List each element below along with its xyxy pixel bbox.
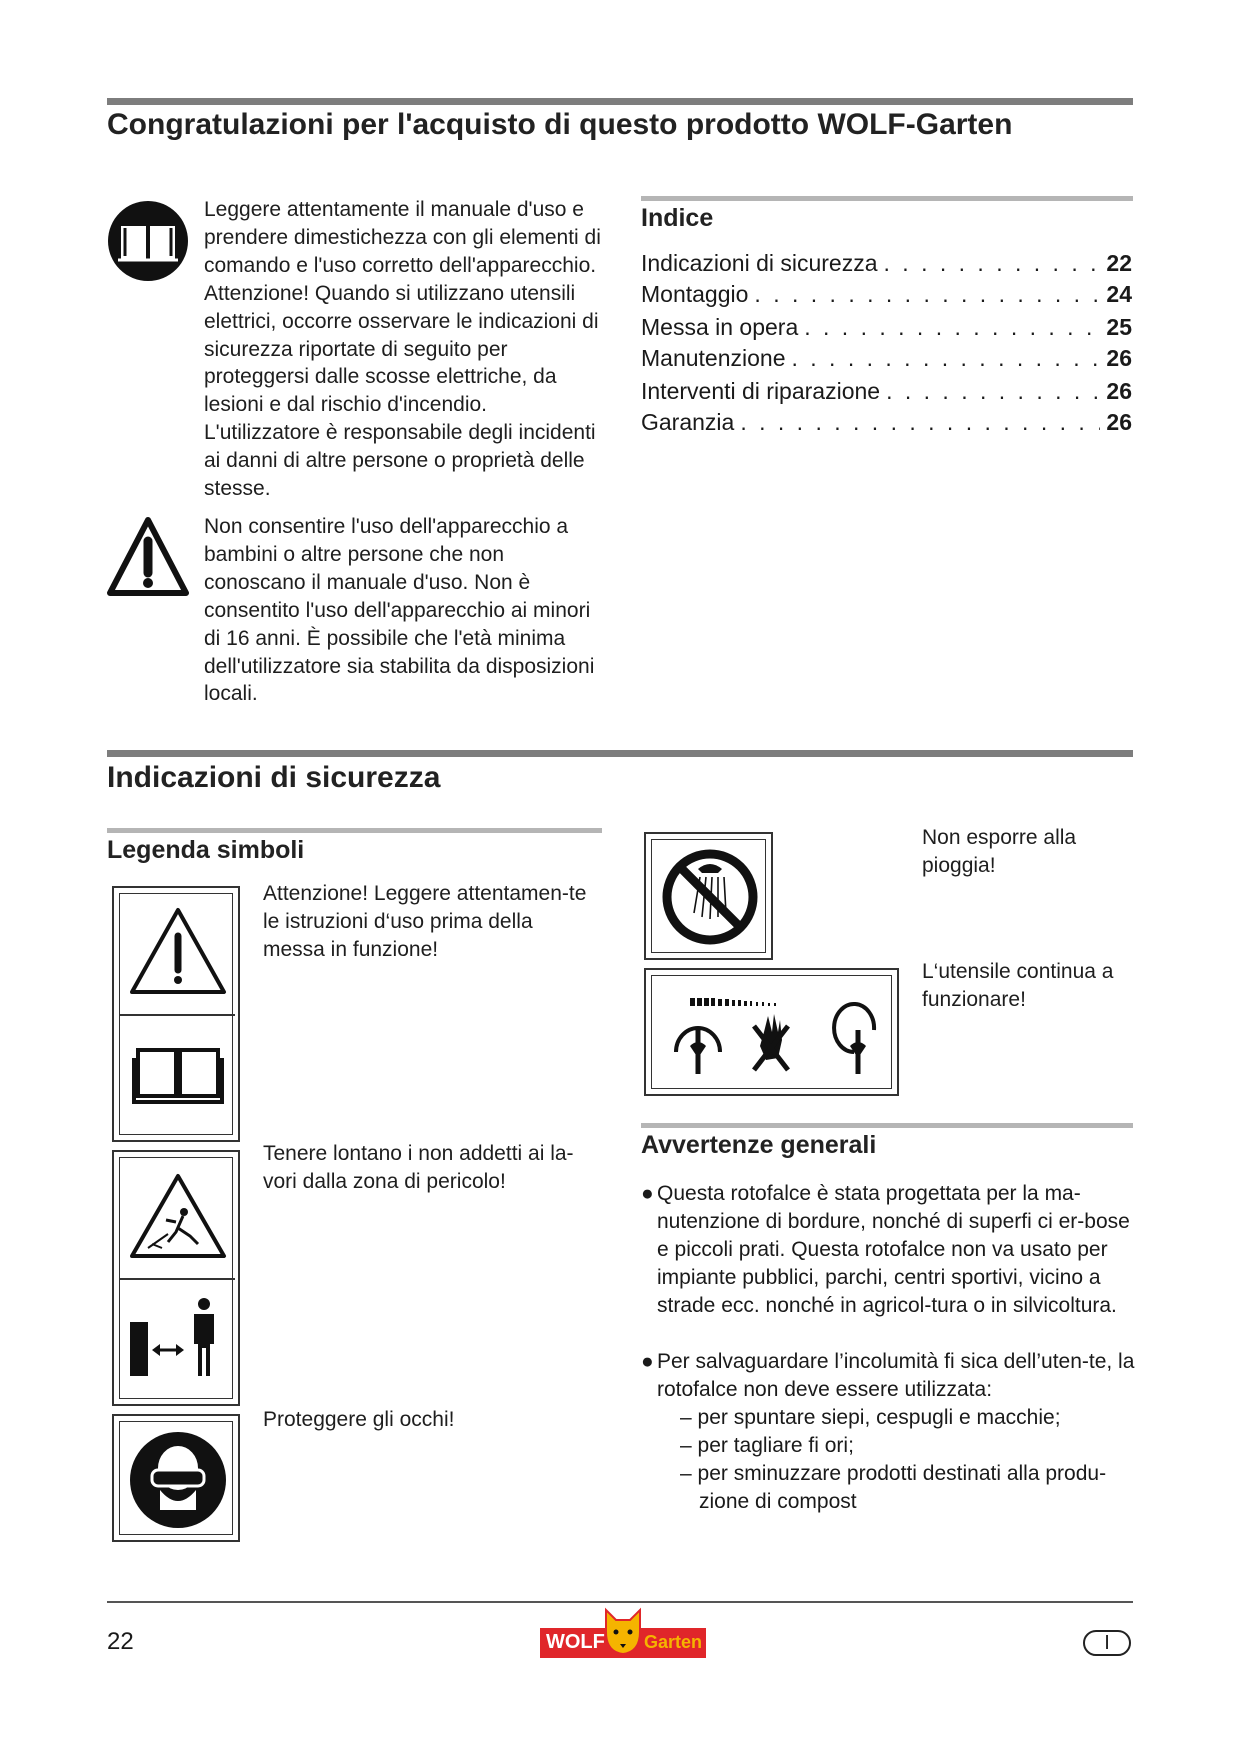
brand-right-text: Garten <box>644 1632 703 1652</box>
general-bullet: ● Questa rotofalce è stata progettata per la ma-nutenzione di bordure, nonché di superfi ci er-bose e piccoli prati. Questa rotofalce non va usato per impiante pubblici, parchi, centri sportivi, vicino a strade ecc. nonché in agricol-tura o in silvicoltura. <box>641 1182 1130 1317</box>
symbol-text-eye-protection: Proteggere gli occhi! <box>263 1408 455 1431</box>
symbol-eye-protection <box>112 1414 240 1542</box>
rotating-tool-icon <box>668 990 882 1087</box>
general-bullet: ● Per salvaguardare l’incolumità fi sica dell’uten-te, la rotofalce non deve essere utilizzata: <box>641 1350 1135 1401</box>
toc-title: Indice <box>641 204 714 232</box>
general-title: Avvertenze generali <box>641 1131 877 1159</box>
toc-item[interactable]: Indicazioni di sicurezza . . . 22 <box>641 250 1132 282</box>
footer-rule <box>107 1601 1133 1603</box>
intro-manual-text: Leggere attentamente il manuale d'uso e prendere dimestichezza con gli elementi di comando e l'uso corretto dell'apparecchio. Attenzione! Quando si utilizzano utensili elettrici, occorre osservare le indicazioni di sicurezza riportate di seguito per proteggersi dalle scosse elettriche, da lesioni e dal rischio d'incendio. L'utilizzatore è responsabile degli incidenti ai danni di altre persone o proprietà delle stesse. <box>204 198 601 501</box>
toc-item[interactable]: Manutenzione . . . 26 <box>641 345 1132 377</box>
toc-item[interactable]: Interventi di riparazione . . . 26 <box>641 378 1132 410</box>
header-rule <box>107 98 1133 105</box>
distance-person-icon <box>128 1294 228 1389</box>
legend-rule <box>107 828 602 833</box>
toc-rule <box>641 196 1133 201</box>
symbol-tool-running <box>644 968 899 1096</box>
toc-item[interactable]: Garanzia . . . 26 <box>641 409 1132 441</box>
symbol-read-manual <box>112 886 240 1142</box>
toc-item[interactable]: Messa in opera . . . 25 <box>641 314 1132 346</box>
intro-warning-text: Non consentire l'uso dell'apparecchio a bambini o altre persone che non conoscano il manuale d'uso. Non è consentito l'uso dell'apparecchio ai minori di 16 anni. È possibile che l'età minima dell'utilizzatore sia stabilita da disposizioni locali. <box>204 515 595 706</box>
fox-logo-icon <box>602 1606 644 1661</box>
symbol-keep-distance <box>112 1150 240 1406</box>
symbol-text-no-rain: Non esporre alla pioggia! <box>922 826 1077 877</box>
safety-title: Indicazioni di sicurezza <box>107 761 441 794</box>
symbol-no-rain <box>644 832 773 960</box>
page-number: 22 <box>107 1628 134 1655</box>
open-book-icon <box>130 1038 226 1115</box>
safety-rule <box>107 750 1133 757</box>
no-rain-icon <box>660 847 760 952</box>
brand-logo[interactable] <box>540 1606 706 1658</box>
brand-left-text: WOLF <box>546 1631 605 1653</box>
symbol-text-read-manual: Attenzione! Leggere attentamen-te le istruzioni d‘uso prima della messa in funzione! <box>263 882 587 961</box>
general-sub-item: – per sminuzzare prodotti destinati alla produ-zione di compost <box>680 1462 1107 1513</box>
warning-icon <box>106 515 190 599</box>
thrown-objects-icon <box>128 1172 228 1267</box>
general-sub-item: – per spuntare siepi, cespugli e macchie; <box>680 1406 1061 1429</box>
symbol-text-tool-running: L‘utensile continua a funzionare! <box>922 960 1114 1011</box>
symbol-text-keep-distance: Tenere lontano i non addetti ai la-vori dalla zona di pericolo! <box>263 1142 574 1193</box>
page-title: Congratulazioni per l'acquisto di questo prodotto WOLF-Garten <box>107 108 1013 141</box>
toc-item[interactable]: Montaggio . . . 24 <box>641 281 1132 313</box>
safety-goggles-icon <box>128 1430 228 1535</box>
general-rule <box>641 1123 1133 1128</box>
general-sub-item: – per tagliare fi ori; <box>680 1434 854 1457</box>
warning-triangle-icon <box>128 906 228 1003</box>
language-badge: I <box>1083 1630 1131 1656</box>
legend-title: Legenda simboli <box>107 836 305 864</box>
book-icon <box>107 200 189 282</box>
